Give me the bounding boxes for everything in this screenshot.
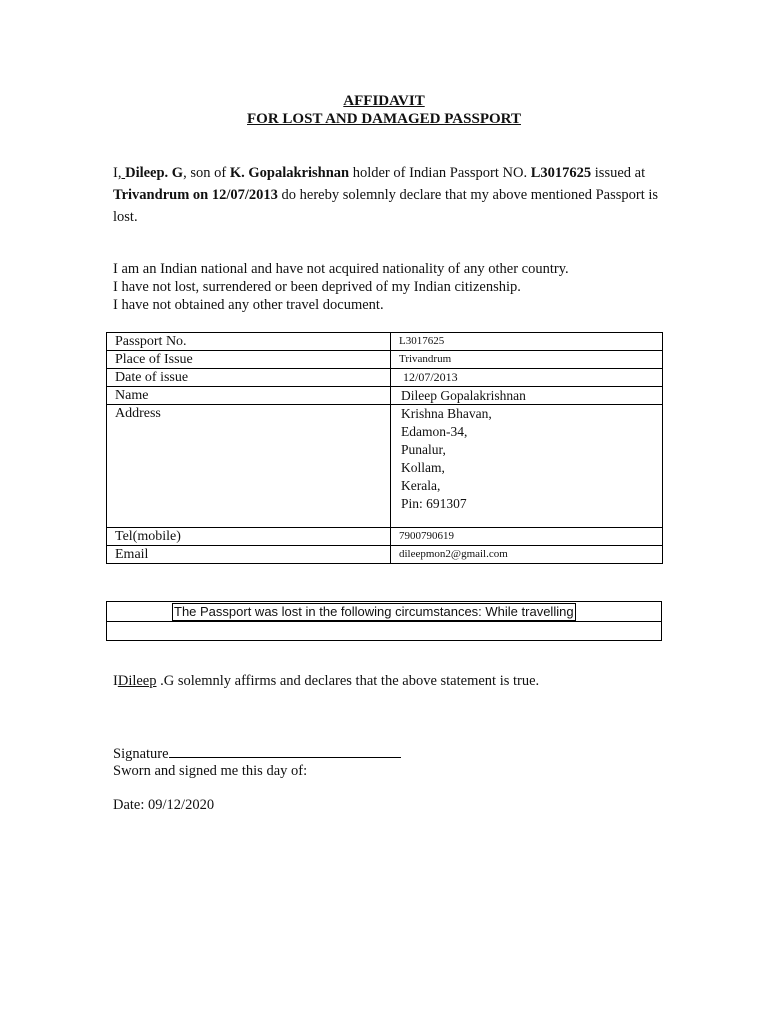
name-label: Name (107, 387, 391, 405)
declaration-rest: do hereby solemnly declare that my above mentioned Passport is lost. (113, 187, 659, 225)
father-name: K. Gopalakrishnan (229, 165, 350, 181)
statement-line: I am an Indian national and have not acquired nationality of any other country. (113, 261, 569, 277)
issued-at-text: issued at (591, 165, 646, 181)
affirmation-prefix: I (113, 673, 118, 689)
signature-line (113, 743, 401, 763)
table-row (107, 369, 663, 387)
date-label: Date of issue (107, 369, 391, 387)
declarant-name (121, 165, 183, 181)
table-row (107, 351, 663, 369)
signature-label: Signature (113, 746, 169, 762)
table-row (107, 405, 663, 528)
email-value: dileepmon2@gmail.com (391, 546, 663, 564)
email-label: Email (107, 546, 391, 564)
declaration-paragraph (113, 162, 669, 228)
signature-blank (169, 743, 401, 758)
issue-place-date: Trivandrum on 12/07/2013 (113, 187, 278, 203)
passport-details-table (106, 332, 663, 564)
passport-value: L3017625 (391, 333, 663, 351)
address-value (391, 405, 663, 528)
statement-line: I have not obtained any other travel document. (113, 297, 384, 313)
date-value: 12/07/2013 (391, 369, 663, 387)
statement-line: I have not lost, surrendered or been deprived of my Indian citizenship. (113, 279, 521, 295)
table-row (107, 528, 663, 546)
circumstances-text: The Passport was lost in the following circumstances: While travelling (174, 604, 574, 619)
passport-number-inline: L3017625 (530, 165, 592, 181)
table-row (107, 546, 663, 564)
box-left-border (106, 602, 107, 640)
document-date: Date: 09/12/2020 (113, 797, 215, 813)
box-right-border (661, 602, 662, 640)
address-line: Kerala, (401, 478, 441, 493)
affirmation-name: Dileep (117, 673, 157, 689)
document-subtitle: FOR LOST AND DAMAGED PASSPORT (247, 111, 521, 127)
affirmation-statement (113, 673, 539, 690)
passport-label: Passport No. (107, 333, 391, 351)
document-title: AFFIDAVIT (343, 93, 425, 109)
table-row (107, 387, 663, 405)
circumstances-box (106, 601, 662, 641)
address-line: Pin: 691307 (401, 496, 467, 511)
statements-block (113, 260, 669, 314)
place-label: Place of Issue (107, 351, 391, 369)
sworn-statement: Sworn and signed me this day of: (113, 763, 308, 779)
table-row (107, 333, 663, 351)
declaration-prefix: I, (113, 165, 122, 181)
address-line: Kollam, (401, 460, 445, 475)
address-line: Krishna Bhavan, (401, 406, 492, 421)
name-value: Dileep Gopalakrishnan (391, 387, 663, 405)
place-value: Trivandrum (391, 351, 663, 369)
address-label: Address (107, 405, 391, 528)
affirmation-rest: .G solemnly affirms and declares that the above statement is true. (156, 673, 540, 689)
tel-value: 7900790619 (391, 528, 663, 546)
address-line: Edamon-34, (401, 424, 468, 439)
son-of-text: , son of (183, 165, 230, 181)
address-line: Punalur, (401, 442, 446, 457)
declarant-name-text: Dileep. G (125, 165, 184, 181)
holder-text: holder of Indian Passport NO. (349, 165, 531, 181)
tel-label: Tel(mobile) (107, 528, 391, 546)
